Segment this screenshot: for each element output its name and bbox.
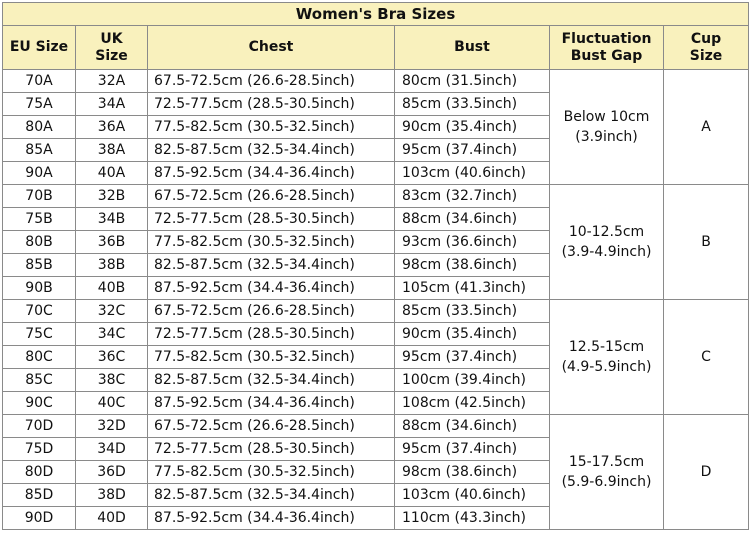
bust-cell: 85cm (33.5inch) (395, 300, 550, 323)
eu-size-cell: 80B (3, 231, 76, 254)
uk-size-cell: 38C (76, 369, 148, 392)
chest-cell: 77.5-82.5cm (30.5-32.5inch) (148, 346, 395, 369)
uk-size-cell: 40B (76, 277, 148, 300)
chest-cell: 67.5-72.5cm (26.6-28.5inch) (148, 415, 395, 438)
bust-cell: 83cm (32.7inch) (395, 185, 550, 208)
bust-gap-line: (3.9-4.9inch) (561, 244, 652, 260)
eu-size-cell: 85A (3, 139, 76, 162)
bust-cell: 88cm (34.6inch) (395, 415, 550, 438)
bust-gap-line: (4.9-5.9inch) (561, 359, 652, 375)
bust-gap-line: 10-12.5cm (568, 224, 645, 240)
bust-cell: 103cm (40.6inch) (395, 162, 550, 185)
chest-cell: 82.5-87.5cm (32.5-34.4inch) (148, 484, 395, 507)
uk-size-cell: 38B (76, 254, 148, 277)
bust-gap-cell (550, 70, 664, 185)
eu-size-cell: 80A (3, 116, 76, 139)
bust-cell: 93cm (36.6inch) (395, 231, 550, 254)
eu-size-cell: 80C (3, 346, 76, 369)
chest-cell: 72.5-77.5cm (28.5-30.5inch) (148, 93, 395, 116)
bust-cell: 98cm (38.6inch) (395, 461, 550, 484)
chest-cell: 77.5-82.5cm (30.5-32.5inch) (148, 116, 395, 139)
bust-gap-cell (550, 415, 664, 530)
bust-gap-line: (5.9-6.9inch) (561, 474, 652, 490)
bust-cell: 85cm (33.5inch) (395, 93, 550, 116)
eu-size-cell: 70B (3, 185, 76, 208)
table-body (3, 70, 749, 530)
header-cup-size (664, 26, 749, 70)
bust-cell: 95cm (37.4inch) (395, 438, 550, 461)
chest-cell: 67.5-72.5cm (26.6-28.5inch) (148, 185, 395, 208)
bust-cell: 100cm (39.4inch) (395, 369, 550, 392)
uk-size-cell: 38A (76, 139, 148, 162)
eu-size-cell: 90D (3, 507, 76, 530)
uk-size-cell: 34D (76, 438, 148, 461)
table-row (3, 415, 749, 438)
bust-gap-line: (3.9inch) (575, 129, 638, 145)
bust-gap-cell (550, 300, 664, 415)
uk-size-cell: 34B (76, 208, 148, 231)
chest-cell: 67.5-72.5cm (26.6-28.5inch) (148, 300, 395, 323)
bust-cell: 90cm (35.4inch) (395, 323, 550, 346)
chest-cell: 87.5-92.5cm (34.4-36.4inch) (148, 277, 395, 300)
eu-size-cell: 75B (3, 208, 76, 231)
chest-cell: 82.5-87.5cm (32.5-34.4inch) (148, 369, 395, 392)
eu-size-cell: 85C (3, 369, 76, 392)
header-uk-size-line-1: UK (100, 30, 123, 47)
header-bust (395, 26, 550, 70)
uk-size-cell: 36B (76, 231, 148, 254)
eu-size-cell: 75C (3, 323, 76, 346)
chest-cell: 72.5-77.5cm (28.5-30.5inch) (148, 438, 395, 461)
table-title: Women's Bra Sizes (3, 3, 749, 26)
bust-cell: 95cm (37.4inch) (395, 346, 550, 369)
uk-size-cell: 32A (76, 70, 148, 93)
eu-size-cell: 70D (3, 415, 76, 438)
bust-gap-cell (550, 185, 664, 300)
table-row (3, 300, 749, 323)
bust-cell: 95cm (37.4inch) (395, 139, 550, 162)
eu-size-cell: 90A (3, 162, 76, 185)
chest-cell: 67.5-72.5cm (26.6-28.5inch) (148, 70, 395, 93)
header-eu-size-label: EU Size (9, 39, 69, 55)
eu-size-cell: 75D (3, 438, 76, 461)
chest-cell: 77.5-82.5cm (30.5-32.5inch) (148, 231, 395, 254)
eu-size-cell: 75A (3, 93, 76, 116)
header-row (3, 26, 749, 70)
uk-size-cell: 34C (76, 323, 148, 346)
header-gap-line-2: Bust Gap (570, 47, 643, 64)
chest-cell: 87.5-92.5cm (34.4-36.4inch) (148, 392, 395, 415)
uk-size-cell: 36D (76, 461, 148, 484)
bust-cell: 110cm (43.3inch) (395, 507, 550, 530)
chest-cell: 72.5-77.5cm (28.5-30.5inch) (148, 208, 395, 231)
bust-gap-line: Below 10cm (563, 109, 650, 125)
bust-cell: 98cm (38.6inch) (395, 254, 550, 277)
eu-size-cell: 90B (3, 277, 76, 300)
chest-cell: 72.5-77.5cm (28.5-30.5inch) (148, 323, 395, 346)
uk-size-cell: 40A (76, 162, 148, 185)
header-uk-size (76, 26, 148, 70)
cup-size-cell: D (664, 415, 749, 530)
table-row (3, 185, 749, 208)
bust-gap-line: 15-17.5cm (568, 454, 645, 470)
bust-cell: 88cm (34.6inch) (395, 208, 550, 231)
header-uk-size-line-2: Size (95, 47, 128, 64)
eu-size-cell: 70C (3, 300, 76, 323)
chest-cell: 82.5-87.5cm (32.5-34.4inch) (148, 139, 395, 162)
eu-size-cell: 85D (3, 484, 76, 507)
table-row (3, 70, 749, 93)
header-fluctuation-bust-gap (550, 26, 664, 70)
bust-cell: 103cm (40.6inch) (395, 484, 550, 507)
eu-size-cell: 85B (3, 254, 76, 277)
uk-size-cell: 32D (76, 415, 148, 438)
bust-gap-line: 12.5-15cm (568, 339, 645, 355)
chest-cell: 87.5-92.5cm (34.4-36.4inch) (148, 162, 395, 185)
uk-size-cell: 36C (76, 346, 148, 369)
uk-size-cell: 40C (76, 392, 148, 415)
cup-size-cell: C (664, 300, 749, 415)
header-bust-label: Bust (454, 39, 490, 55)
uk-size-cell: 32B (76, 185, 148, 208)
eu-size-cell: 90C (3, 392, 76, 415)
header-gap-line-1: Fluctuation (561, 30, 652, 47)
header-cup-line-1: Cup (690, 30, 722, 47)
header-chest-label: Chest (248, 39, 294, 55)
header-eu-size (3, 26, 76, 70)
bust-cell: 105cm (41.3inch) (395, 277, 550, 300)
bust-cell: 80cm (31.5inch) (395, 70, 550, 93)
eu-size-cell: 70A (3, 70, 76, 93)
cup-size-cell: B (664, 185, 749, 300)
chest-cell: 82.5-87.5cm (32.5-34.4inch) (148, 254, 395, 277)
bust-cell: 108cm (42.5inch) (395, 392, 550, 415)
header-cup-line-2: Size (689, 47, 723, 64)
uk-size-cell: 34A (76, 93, 148, 116)
uk-size-cell: 38D (76, 484, 148, 507)
bust-cell: 90cm (35.4inch) (395, 116, 550, 139)
uk-size-cell: 36A (76, 116, 148, 139)
eu-size-cell: 80D (3, 461, 76, 484)
bra-size-table (2, 2, 749, 530)
chest-cell: 77.5-82.5cm (30.5-32.5inch) (148, 461, 395, 484)
cup-size-cell: A (664, 70, 749, 185)
uk-size-cell: 32C (76, 300, 148, 323)
chest-cell: 87.5-92.5cm (34.4-36.4inch) (148, 507, 395, 530)
uk-size-cell: 40D (76, 507, 148, 530)
header-chest (148, 26, 395, 70)
